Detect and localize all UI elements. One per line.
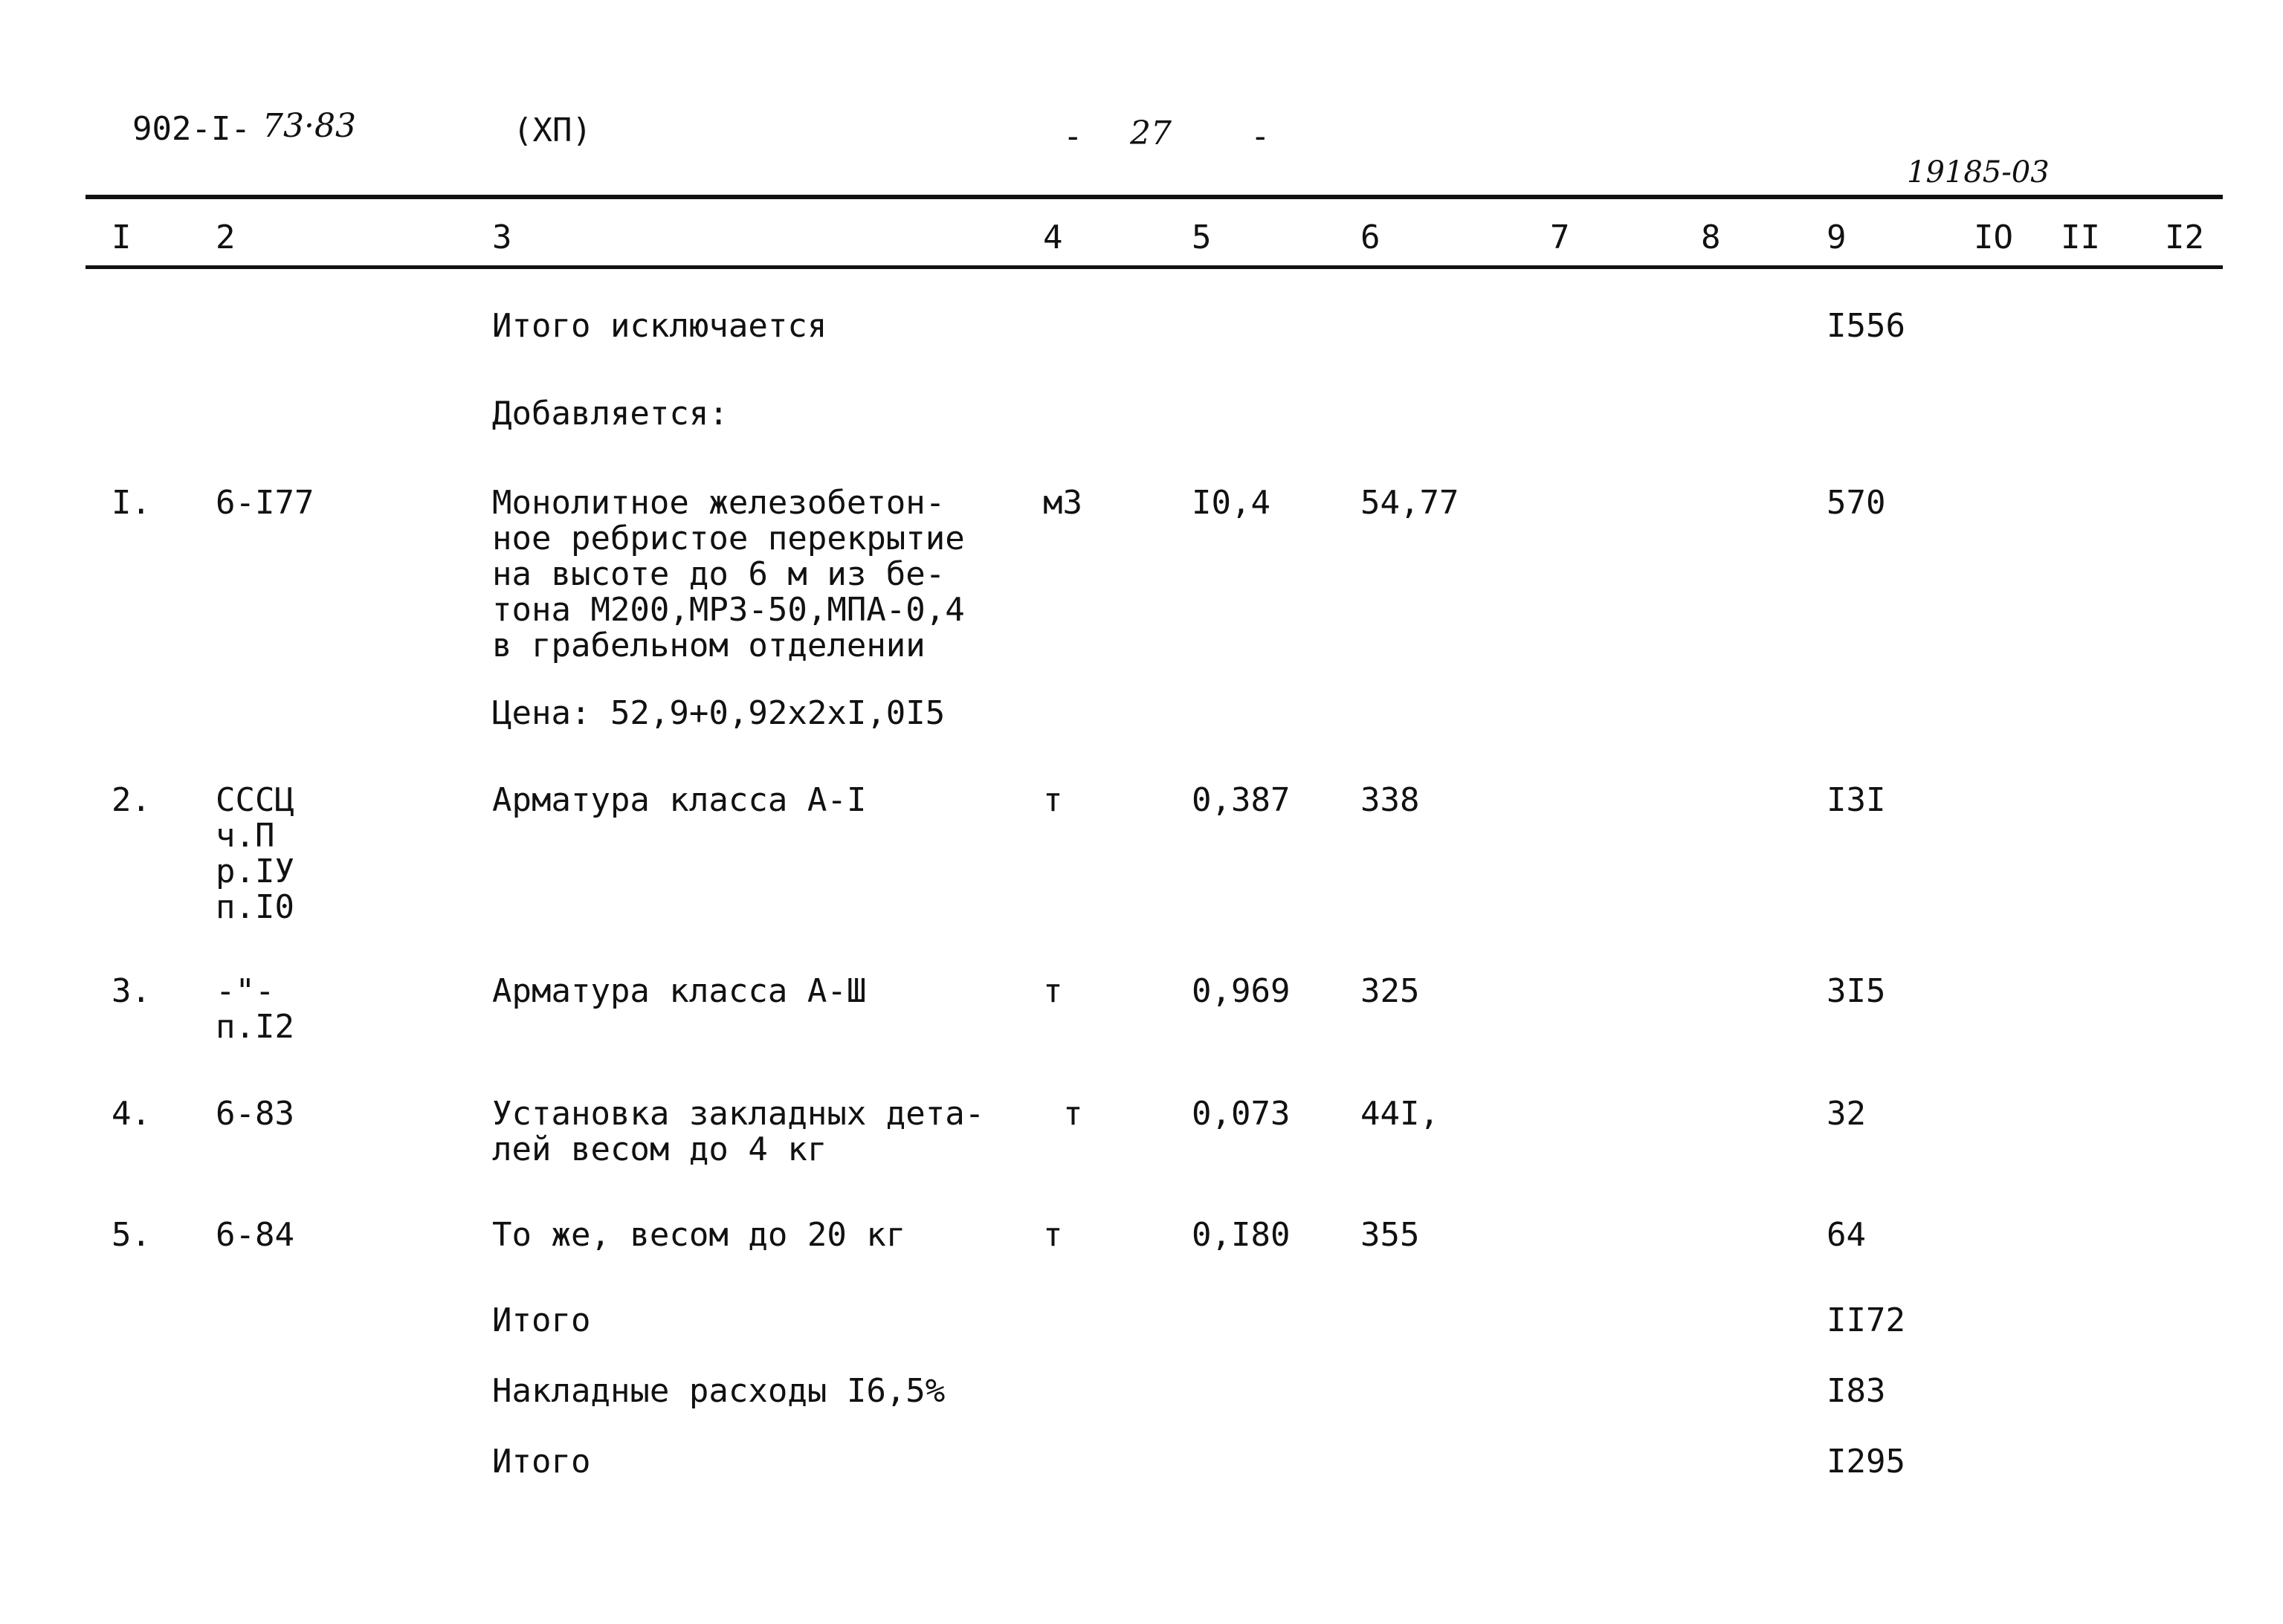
page-dash-left: - [1063, 117, 1083, 155]
row-total: I3I [1827, 781, 1886, 819]
row-unit-price: 44I, [1360, 1095, 1439, 1133]
row-unit: т [1043, 1216, 1063, 1254]
column-header: 7 [1550, 219, 1570, 256]
stamp-number: 19185-03 [1907, 155, 2050, 190]
column-header: 4 [1043, 219, 1063, 256]
column-header: 3 [492, 219, 512, 256]
header-bottom-rule [85, 265, 2223, 269]
column-header: 6 [1360, 219, 1381, 256]
overhead-label: Накладные расходы I6,5% [492, 1372, 946, 1410]
column-header: 8 [1701, 219, 1721, 256]
excluded-total-value: I556 [1827, 307, 1905, 345]
row-description: Арматура класса А-I [492, 781, 867, 819]
total-label: Итого [492, 1301, 591, 1339]
row-code: СССЦ ч.П р.IУ п.I0 [216, 781, 294, 926]
row-total: 3I5 [1827, 972, 1886, 1010]
row-unit: м3 [1043, 484, 1082, 522]
row-quantity: I0,4 [1192, 484, 1270, 522]
row-unit-price: 338 [1360, 781, 1420, 819]
row-code: 6-83 [216, 1095, 294, 1133]
row-description: Установка закладных дета- лей весом до 4 кг [492, 1095, 985, 1168]
grand-total-label: Итого [492, 1443, 591, 1481]
column-header: I2 [2165, 219, 2204, 256]
header-top-rule [85, 195, 2223, 199]
added-label: Добавляется: [492, 395, 729, 433]
row-unit-price: 325 [1360, 972, 1420, 1010]
total-value: II72 [1827, 1301, 1905, 1339]
row-code: 6-I77 [216, 484, 314, 522]
row-unit: т [1063, 1095, 1083, 1133]
row-price-note: Цена: 52,9+0,92х2хI,0I5 [492, 694, 946, 732]
page-number: 27 [1130, 114, 1172, 152]
row-number: 5. [112, 1216, 151, 1254]
row-quantity: 0,I80 [1192, 1216, 1291, 1254]
row-description: Монолитное железобетон- ное ребристое перекрытие на высоте до 6 м из бе- тона М200,МРЗ-50,МПА-0,4 в грабельном отделении [492, 484, 965, 664]
column-header: 2 [216, 219, 236, 256]
doc-code: 902-I- [132, 110, 251, 148]
overhead-value: I83 [1827, 1372, 1886, 1410]
column-header: I [112, 219, 132, 256]
column-header: II [2061, 219, 2100, 256]
row-unit-price: 54,77 [1360, 484, 1459, 522]
grand-total-value: I295 [1827, 1443, 1905, 1481]
row-total: 570 [1827, 484, 1886, 522]
row-quantity: 0,073 [1192, 1095, 1291, 1133]
row-unit: т [1043, 781, 1063, 819]
column-header: 5 [1192, 219, 1212, 256]
section-code: (XП) [513, 111, 592, 149]
row-code: -"- п.I2 [216, 972, 294, 1046]
row-total: 64 [1827, 1216, 1866, 1254]
excluded-total-label: Итого исключается [492, 307, 827, 345]
page-dash-right: - [1250, 117, 1270, 155]
row-number: 3. [112, 972, 151, 1010]
row-description: То же, весом до 20 кг [492, 1216, 906, 1254]
row-unit: т [1043, 972, 1063, 1010]
row-number: I. [112, 484, 151, 522]
row-number: 4. [112, 1095, 151, 1133]
doc-code-handwritten: 73·83 [262, 107, 356, 145]
row-unit-price: 355 [1360, 1216, 1420, 1254]
row-code: 6-84 [216, 1216, 294, 1254]
row-quantity: 0,969 [1192, 972, 1291, 1010]
row-description: Арматура класса А-Ш [492, 972, 867, 1010]
row-quantity: 0,387 [1192, 781, 1291, 819]
row-total: 32 [1827, 1095, 1866, 1133]
column-header: 9 [1827, 219, 1847, 256]
column-header: IO [1974, 219, 2013, 256]
row-number: 2. [112, 781, 151, 819]
